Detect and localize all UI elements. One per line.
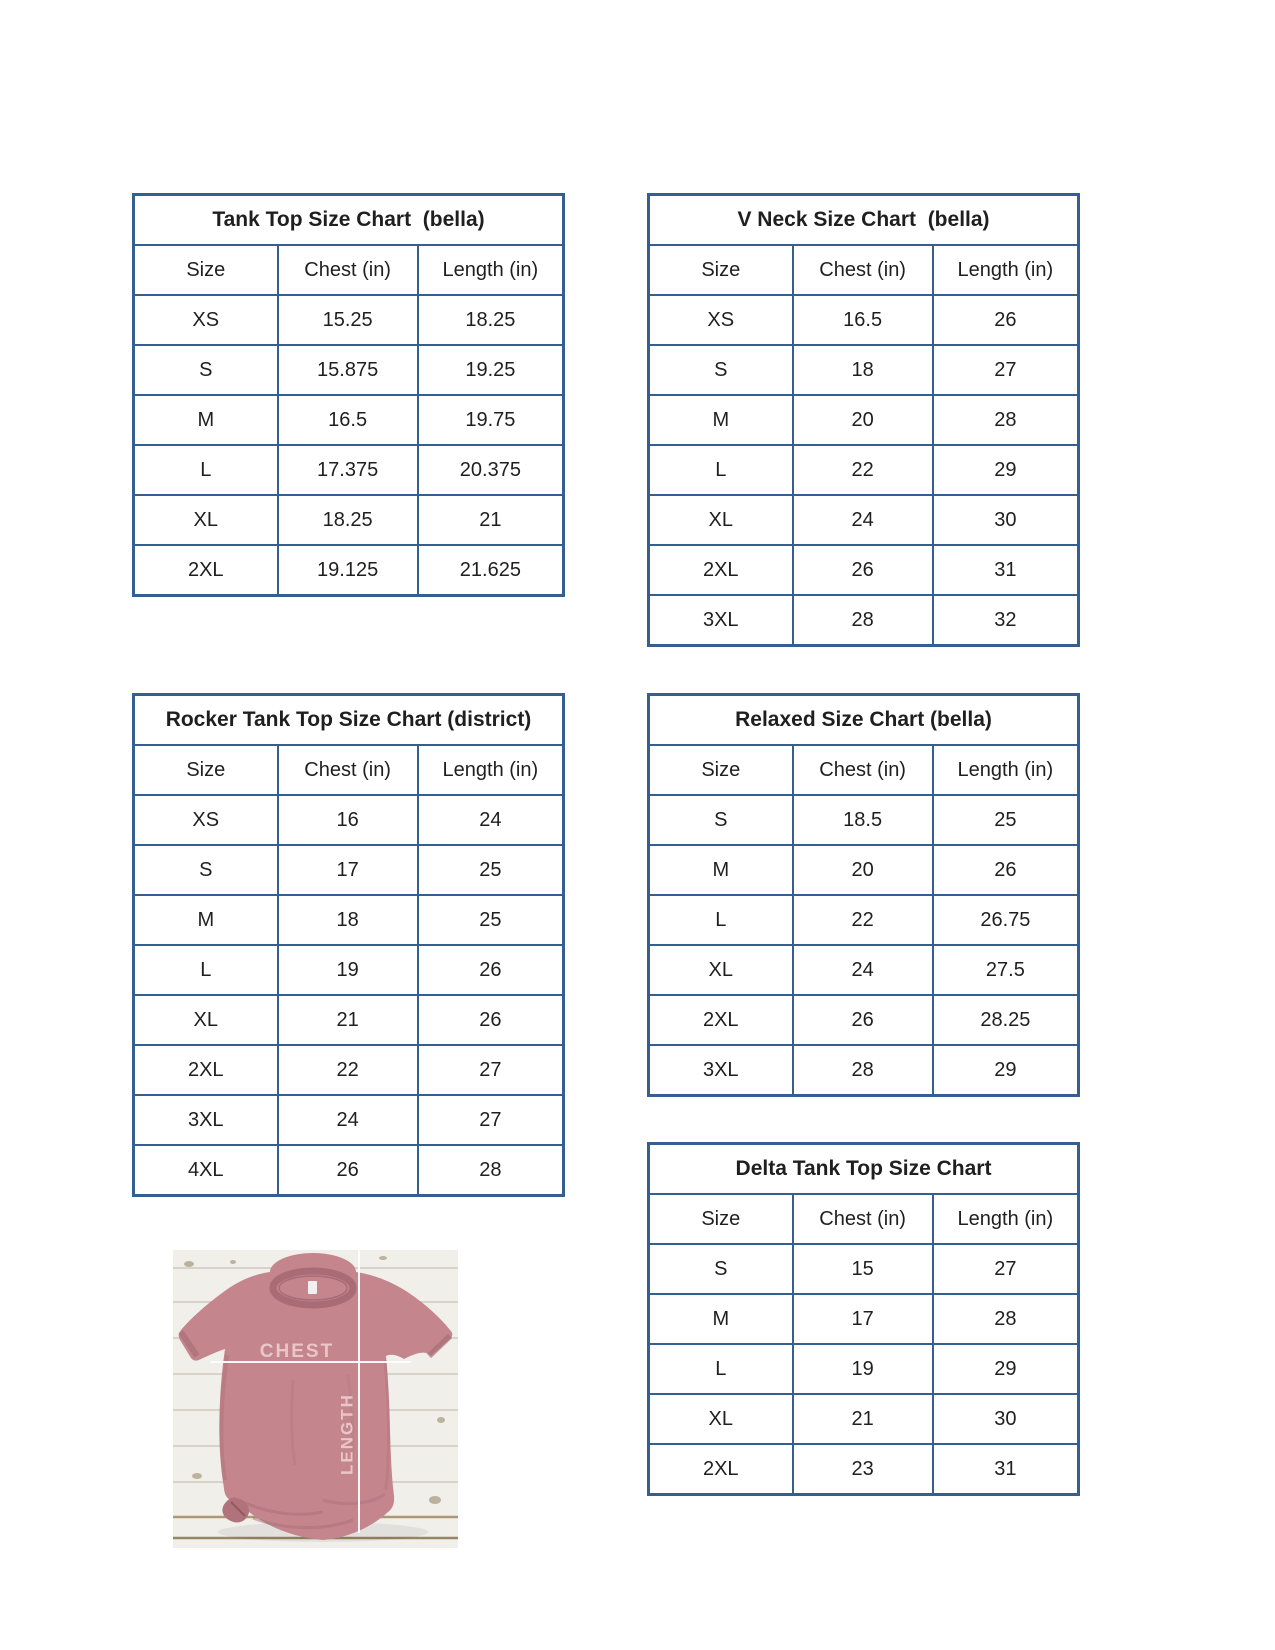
table-cell: 21 xyxy=(418,495,564,545)
table-title-row xyxy=(649,695,1079,746)
table-cell: XL xyxy=(649,495,793,545)
table-cell: XS xyxy=(134,295,278,345)
column-header: Chest (in) xyxy=(278,245,418,295)
table-cell: XL xyxy=(649,1394,793,1444)
column-header: Length (in) xyxy=(418,745,564,795)
table-cell: 16.5 xyxy=(278,395,418,445)
table-row xyxy=(649,1294,1079,1344)
table-cell: 22 xyxy=(793,895,933,945)
table-cell: M xyxy=(134,895,278,945)
column-header: Size xyxy=(134,745,278,795)
table-cell: 18.25 xyxy=(418,295,564,345)
collar-care-tag xyxy=(308,1281,317,1294)
length-label: LENGTH xyxy=(337,1393,357,1475)
table-cell: 15 xyxy=(793,1244,933,1294)
table-cell: 25 xyxy=(933,795,1079,845)
table-row xyxy=(649,445,1079,495)
table-row xyxy=(134,445,564,495)
table-cell: 32 xyxy=(933,595,1079,646)
table-cell: 28 xyxy=(793,595,933,646)
table-cell: 15.25 xyxy=(278,295,418,345)
table-title-row xyxy=(649,1144,1079,1195)
table-cell: S xyxy=(649,345,793,395)
table-cell: 30 xyxy=(933,1394,1079,1444)
table-cell: 17 xyxy=(793,1294,933,1344)
table-title: Delta Tank Top Size Chart xyxy=(649,1144,1079,1195)
table-cell: 29 xyxy=(933,1344,1079,1394)
table-title: Relaxed Size Chart (bella) xyxy=(649,695,1079,746)
column-header: Size xyxy=(649,1194,793,1244)
table-cell: 31 xyxy=(933,545,1079,595)
table-row xyxy=(134,295,564,345)
table-cell: 24 xyxy=(793,495,933,545)
table-cell: M xyxy=(134,395,278,445)
table-cell: 29 xyxy=(933,1045,1079,1096)
table-row xyxy=(649,895,1079,945)
table-cell: S xyxy=(649,795,793,845)
table-cell: M xyxy=(649,1294,793,1344)
table-cell: XS xyxy=(134,795,278,845)
table-cell: 19.75 xyxy=(418,395,564,445)
table-cell: 30 xyxy=(933,495,1079,545)
table-cell: 27 xyxy=(933,345,1079,395)
table-cell: L xyxy=(649,445,793,495)
table-cell: 20 xyxy=(793,845,933,895)
table-cell: 22 xyxy=(278,1045,418,1095)
table-row xyxy=(649,295,1079,345)
table-cell: 27 xyxy=(933,1244,1079,1294)
table-cell: 26 xyxy=(418,995,564,1045)
table-cell: 21 xyxy=(793,1394,933,1444)
table-cell: 26 xyxy=(793,545,933,595)
table-cell: 27.5 xyxy=(933,945,1079,995)
table-cell: 24 xyxy=(418,795,564,845)
table-row xyxy=(134,545,564,596)
table-row xyxy=(649,1444,1079,1495)
table-cell: 24 xyxy=(793,945,933,995)
table-cell: 25 xyxy=(418,895,564,945)
table-cell: M xyxy=(649,395,793,445)
table-row xyxy=(649,845,1079,895)
table-row xyxy=(649,945,1079,995)
table-row xyxy=(134,995,564,1045)
table-row xyxy=(134,1095,564,1145)
table-cell: 26 xyxy=(933,295,1079,345)
table-cell: 26 xyxy=(418,945,564,995)
table-cell: 22 xyxy=(793,445,933,495)
table-cell: XL xyxy=(649,945,793,995)
column-header: Size xyxy=(649,745,793,795)
table-row xyxy=(649,545,1079,595)
table-cell: 17.375 xyxy=(278,445,418,495)
table-cell: 18.5 xyxy=(793,795,933,845)
tank-top-size-table xyxy=(132,193,565,597)
table-cell: 28 xyxy=(418,1145,564,1196)
column-header: Chest (in) xyxy=(793,745,933,795)
rocker-tank-size-table xyxy=(132,693,565,1197)
table-cell: L xyxy=(134,445,278,495)
table-header-row xyxy=(134,745,564,795)
column-header: Chest (in) xyxy=(793,1194,933,1244)
column-header: Chest (in) xyxy=(793,245,933,295)
table-cell: 18 xyxy=(278,895,418,945)
table-row xyxy=(649,495,1079,545)
table-row xyxy=(134,1045,564,1095)
table-row xyxy=(134,795,564,845)
table-cell: 26 xyxy=(933,845,1079,895)
table-cell: 28 xyxy=(933,1294,1079,1344)
table-header-row xyxy=(134,245,564,295)
table-cell: M xyxy=(649,845,793,895)
table-cell: 16 xyxy=(278,795,418,845)
table-cell: 4XL xyxy=(134,1145,278,1196)
table-cell: 2XL xyxy=(649,545,793,595)
table-cell: 28.25 xyxy=(933,995,1079,1045)
table-row xyxy=(134,845,564,895)
table-row xyxy=(649,1045,1079,1096)
table-cell: S xyxy=(649,1244,793,1294)
table-title-row xyxy=(134,195,564,246)
chest-label: CHEST xyxy=(259,1341,335,1362)
table-cell: 27 xyxy=(418,1045,564,1095)
table-header-row xyxy=(649,745,1079,795)
table-cell: 26 xyxy=(793,995,933,1045)
table-cell: 18.25 xyxy=(278,495,418,545)
table-row xyxy=(649,1344,1079,1394)
v-neck-size-table xyxy=(647,193,1080,647)
table-cell: 26 xyxy=(278,1145,418,1196)
table-cell: 29 xyxy=(933,445,1079,495)
column-header: Length (in) xyxy=(933,745,1079,795)
table-cell: 19 xyxy=(278,945,418,995)
table-cell: 27 xyxy=(418,1095,564,1145)
table-cell: 16.5 xyxy=(793,295,933,345)
column-header: Chest (in) xyxy=(278,745,418,795)
table-row xyxy=(134,945,564,995)
table-row xyxy=(649,1394,1079,1444)
tshirt-measurement-photo xyxy=(173,1250,458,1548)
table-cell: 28 xyxy=(933,395,1079,445)
table-cell: 3XL xyxy=(649,595,793,646)
table-cell: 20.375 xyxy=(418,445,564,495)
table-cell: 19 xyxy=(793,1344,933,1394)
table-title: V Neck Size Chart (bella) xyxy=(649,195,1079,246)
table-title-row xyxy=(649,195,1079,246)
column-header: Size xyxy=(134,245,278,295)
table-cell: 31 xyxy=(933,1444,1079,1495)
table-row xyxy=(134,495,564,545)
table-header-row xyxy=(649,1194,1079,1244)
column-header: Length (in) xyxy=(418,245,564,295)
column-header: Length (in) xyxy=(933,1194,1079,1244)
table-cell: 25 xyxy=(418,845,564,895)
table-cell: XL xyxy=(134,995,278,1045)
column-header: Size xyxy=(649,245,793,295)
table-title-row xyxy=(134,695,564,746)
table-cell: 23 xyxy=(793,1444,933,1495)
table-cell: S xyxy=(134,345,278,395)
table-cell: 2XL xyxy=(649,1444,793,1495)
table-cell: L xyxy=(134,945,278,995)
table-row xyxy=(134,395,564,445)
table-row xyxy=(134,345,564,395)
table-cell: 28 xyxy=(793,1045,933,1096)
table-cell: XL xyxy=(134,495,278,545)
table-cell: 26.75 xyxy=(933,895,1079,945)
table-cell: 19.125 xyxy=(278,545,418,596)
table-cell: 2XL xyxy=(649,995,793,1045)
table-cell: L xyxy=(649,895,793,945)
table-cell: 2XL xyxy=(134,545,278,596)
table-cell: S xyxy=(134,845,278,895)
table-cell: 17 xyxy=(278,845,418,895)
table-cell: 24 xyxy=(278,1095,418,1145)
table-row xyxy=(649,595,1079,646)
table-cell: 18 xyxy=(793,345,933,395)
table-cell: 20 xyxy=(793,395,933,445)
table-row xyxy=(649,1244,1079,1294)
table-cell: 19.25 xyxy=(418,345,564,395)
table-cell: 15.875 xyxy=(278,345,418,395)
table-row xyxy=(134,1145,564,1196)
table-row xyxy=(134,895,564,945)
table-title: Tank Top Size Chart (bella) xyxy=(134,195,564,246)
table-cell: 3XL xyxy=(134,1095,278,1145)
table-cell: 21 xyxy=(278,995,418,1045)
table-cell: 21.625 xyxy=(418,545,564,596)
table-cell: L xyxy=(649,1344,793,1394)
tshirt-measurement-illustration xyxy=(173,1250,458,1548)
table-cell: 3XL xyxy=(649,1045,793,1096)
delta-tank-size-table xyxy=(647,1142,1080,1496)
table-cell: 2XL xyxy=(134,1045,278,1095)
table-row xyxy=(649,795,1079,845)
table-row xyxy=(649,995,1079,1045)
table-header-row xyxy=(649,245,1079,295)
relaxed-size-table xyxy=(647,693,1080,1097)
column-header: Length (in) xyxy=(933,245,1079,295)
table-row xyxy=(649,345,1079,395)
table-cell: XS xyxy=(649,295,793,345)
table-title: Rocker Tank Top Size Chart (district) xyxy=(134,695,564,746)
table-row xyxy=(649,395,1079,445)
